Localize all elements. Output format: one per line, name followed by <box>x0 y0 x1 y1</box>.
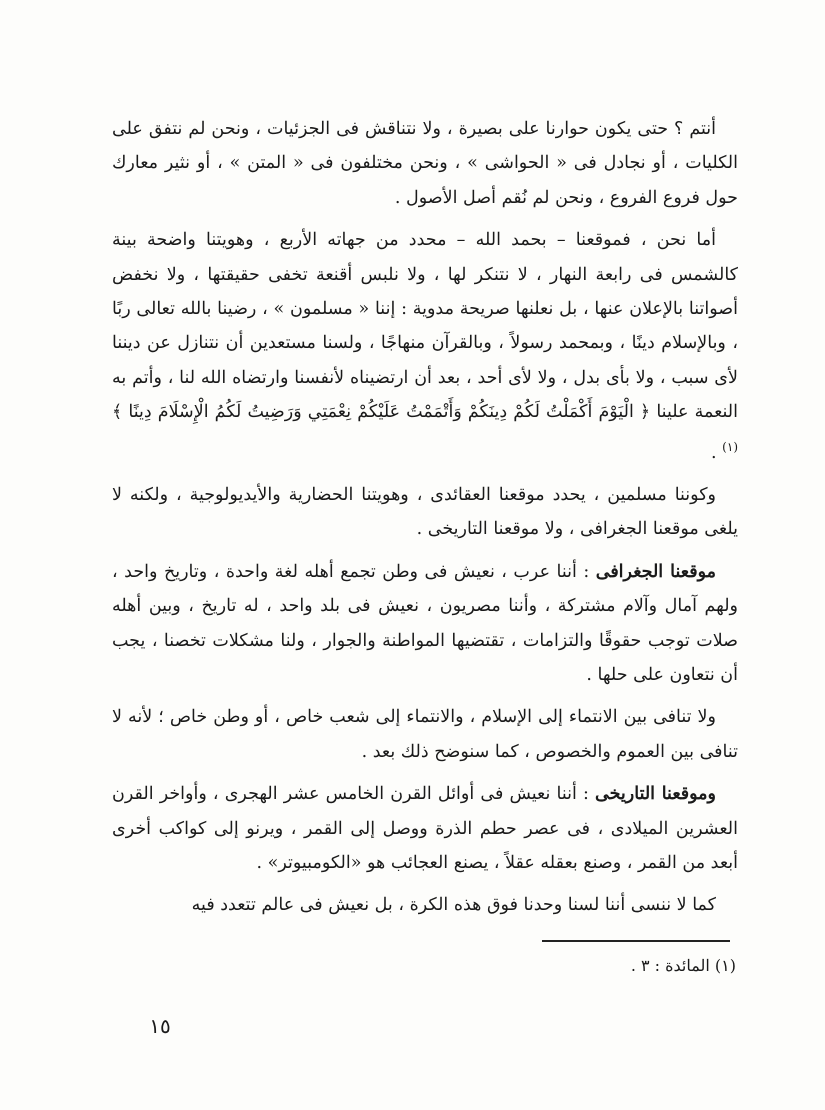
quran-verse: ﴿ الْيَوْمَ أَكْمَلْتُ لَكُمْ دِينَكُمْ وَأَتْمَمْتُ عَلَيْكُمْ نِعْمَتِي وَرَضِيتُ لَكُمُ الْإِسْلَامَ دِينًا ﴾ <box>112 402 651 423</box>
paragraph-text: وكوننا مسلمين ، يحدد موقعنا العقائدى ، وهويتنا الحضارية والأيديولوجية ، ولكنه لا يلغى موقعنا الجغرافى ، ولا موقعنا التاريخى . <box>112 484 738 540</box>
footnote: (١) المائدة : ٣ . <box>630 956 736 975</box>
footnote-marker: (١) <box>722 439 738 454</box>
paragraph-text: : أننا نعيش فى أوائل القرن الخامس عشر الهجرى ، وأواخر القرن العشرين الميلادى ، فى عصر حطم الذرة ووصل إلى القمر ، ويرنو إلى كواكب أخرى أبعد من القمر ، وصنع بعقله عقلاً ، يصنع العجائب هو «الكومبيوتر» . <box>112 784 738 873</box>
paragraph-text: : أننا عرب ، نعيش فى وطن تجمع أهله لغة واحدة ، وتاريخ واحد ، ولهم آمال وآلام مشتركة ، وأننا مصريون ، نعيش فى بلد واحد ، له تاريخ ، وبين أهله صلات توجب حقوقًا والتزامات ، تقتضيها المواطنة والجوار ، ولنا مشكلات تخصنا ، يجب أن نتعاون على حلها . <box>112 561 738 685</box>
paragraph-6 <box>112 777 738 880</box>
section-lead-historical: وموقعنا التاريخى <box>595 784 716 805</box>
page-number: ١٥ <box>149 1014 171 1038</box>
paragraph-text: كما لا ننسى أننا لسنا وحدنا فوق هذه الكرة ، بل نعيش فى عالم تتعدد فيه <box>191 895 716 916</box>
paragraph-5 <box>112 700 738 769</box>
body-text <box>112 112 738 931</box>
paragraph-7 <box>112 888 738 922</box>
paragraph-text: أما نحن ، فموقعنا – بحمد الله – محدد من جهاته الأربع ، وهويتنا واضحة بينة كالشمس فى رابعة النهار ، لا نتنكر لها ، ولا نلبس أقنعة تخفى حقيقتها ، ولا نخفض أصواتنا بالإعلان عنها ، بل نعلنها صريحة مدوية : إننا « مسلمون » ، رضينا بالله تعالى ربًا ، وبالإسلام دينًا ، وبمحمد رسولاً ، وبالقرآن منهاجًا ، ولسنا مستعدين أن نتنازل عن ديننا لأى سبب ، ولا بأى بدل ، ولا لأى أحد ، بعد أن ارتضيناه لأنفسنا وارتضاه الله لنا ، وأتم به النعمة علينا <box>112 230 738 423</box>
paragraph-3 <box>112 478 738 547</box>
paragraph-4 <box>112 555 738 693</box>
paragraph-text: أنتم ؟ حتى يكون حوارنا على بصيرة ، ولا نتناقش فى الجزئيات ، ونحن لم نتفق على الكليات ، أو نجادل فى « الحواشى » ، ونحن مختلفون فى « المتن » ، أو نثير معارك حول فروع الفروع ، ونحن لم نُقم أصل الأصول . <box>112 119 738 208</box>
paragraph-2 <box>112 223 738 470</box>
paragraph-text: ولا تنافى بين الانتماء إلى الإسلام ، والانتماء إلى شعب خاص ، أو وطن خاص ؛ لأنه لا تنافى بين العموم والخصوص ، كما سنوضح ذلك بعد . <box>112 707 738 762</box>
paragraph-1 <box>112 112 738 215</box>
section-lead-geographic: موقعنا الجغرافى <box>595 561 716 582</box>
paragraph-tail: . <box>711 442 723 463</box>
footnote-divider <box>542 940 730 942</box>
